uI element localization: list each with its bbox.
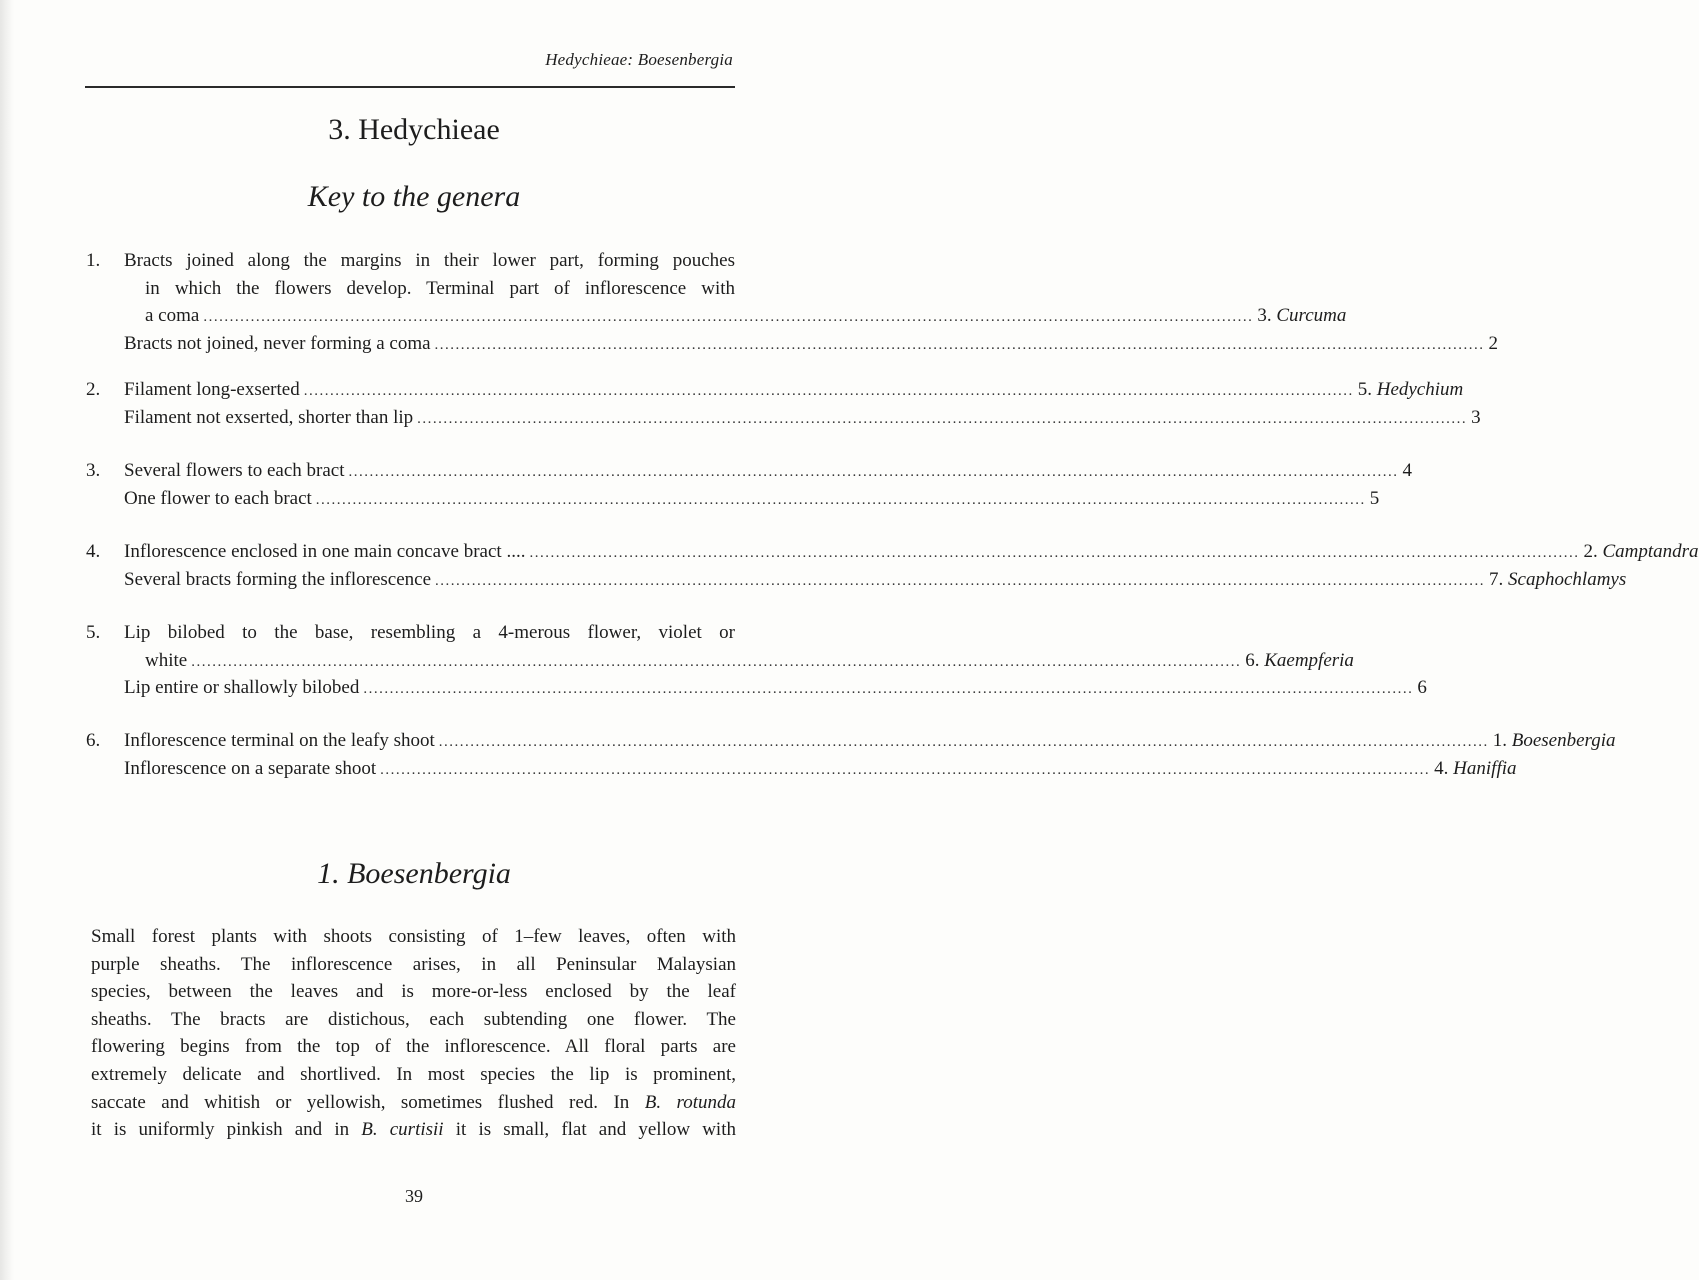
couplet-number: 2.	[86, 379, 101, 400]
paragraph-line	[91, 1033, 736, 1060]
lead-destination	[1434, 755, 1516, 782]
destination-genus: Scaphochlamys	[1508, 568, 1627, 590]
lead-first	[124, 727, 1616, 754]
lead-text: Several bracts forming the inflorescence	[124, 568, 432, 590]
destination-number: 4	[1402, 460, 1413, 481]
destination-number: 6	[1417, 677, 1427, 698]
lead-destination	[1583, 538, 1698, 565]
paragraph-text: species, between the leaves and is more-or-less enclosed by the leaf	[91, 981, 736, 1003]
paragraph-text: sheaths. The bracts are distichous, each subtending one flower. The	[91, 1008, 736, 1030]
lead-second	[124, 566, 1627, 593]
destination-genus: Camptandra	[1602, 541, 1699, 562]
lead-text: Inflorescence terminal on the leafy shoot	[124, 730, 435, 751]
lead-first	[145, 302, 1347, 329]
paragraph-text: flowering begins from the top of the inflorescence. All floral parts are	[91, 1036, 736, 1058]
paragraph-text: purple sheaths. The inflorescence arises, in all Peninsular Malaysian	[91, 953, 736, 975]
dot-leader: ........................................................................................................................................................................................................	[417, 410, 1468, 427]
lead-first	[124, 538, 1699, 565]
destination-number: 6.	[1245, 649, 1260, 671]
dot-leader: ........................................................................................................................................................................................................	[303, 383, 1354, 399]
genus-title: 1. Boesenbergia	[317, 857, 511, 890]
destination-number: 3.	[1257, 305, 1272, 326]
lead-text: Filament long-exserted	[124, 379, 300, 400]
lead-text: Bracts not joined, never forming a coma	[124, 332, 431, 354]
dot-leader: ........................................................................................................................................................................................................	[529, 545, 1580, 561]
key-title: Key to the genera	[307, 180, 521, 213]
destination-number: 4.	[1434, 757, 1449, 779]
lead-destination	[1417, 674, 1427, 701]
lead-destination	[1403, 457, 1413, 484]
couplet-number: 4.	[86, 541, 101, 562]
lead-destination	[1257, 302, 1346, 329]
lead-first	[124, 457, 1413, 484]
destination-genus: Hedychium	[1376, 379, 1464, 400]
lead-text: white	[145, 649, 188, 671]
destination-number: 1.	[1492, 730, 1507, 751]
dot-leader: ........................................................................................................................................................................................................	[363, 681, 1414, 697]
couplet-number: 6.	[86, 730, 101, 751]
destination-genus: Boesenbergia	[1511, 730, 1616, 751]
paragraph-line	[91, 1061, 736, 1088]
paragraph-line	[91, 951, 736, 978]
lead-first	[145, 647, 1354, 674]
running-head: Hedychieae: Boesenbergia	[545, 50, 733, 69]
lead-text: Several flowers to each bract	[124, 460, 345, 481]
dot-leader: ........................................................................................................................................................................................................	[191, 653, 1242, 670]
lead-second	[124, 485, 1380, 512]
paragraph-line	[91, 1089, 736, 1116]
lead-destination	[1471, 404, 1481, 431]
lead-text: Inflorescence enclosed in one main concave bract ....	[124, 541, 526, 562]
dot-leader: ........................................................................................................................................................................................................	[435, 572, 1486, 589]
paragraph-text: extremely delicate and shortlived. In most species the lip is prominent,	[91, 1064, 736, 1085]
destination-number: 5	[1369, 487, 1380, 509]
lead-destination	[1493, 727, 1616, 754]
destination-number: 5.	[1357, 379, 1372, 400]
destination-genus: Kaempferia	[1264, 649, 1354, 671]
paragraph-text: saccate and whitish or yellowish, sometimes flushed red. In	[91, 1091, 645, 1113]
lead-second	[124, 330, 1499, 357]
lead-destination	[1370, 485, 1380, 512]
dot-leader: ........................................................................................................................................................................................................	[438, 734, 1489, 750]
lead-text: Lip entire or shallowly bilobed	[124, 677, 360, 698]
species-name: B. curtisii	[361, 1119, 444, 1141]
dot-leader: ........................................................................................................................................................................................................	[348, 464, 1399, 480]
paragraph-text: Small forest plants with shoots consisting of 1–few leaves, often with	[91, 926, 736, 947]
lead-first	[124, 376, 1464, 403]
destination-genus: Curcuma	[1276, 305, 1347, 326]
dot-leader: ........................................................................................................................................................................................................	[434, 336, 1485, 353]
couplet-number: 5.	[86, 622, 101, 643]
destination-number: 2	[1488, 332, 1499, 354]
couplet-number: 3.	[86, 460, 101, 481]
lead-second	[124, 404, 1481, 431]
lead-text-line: in which the flowers develop. Terminal part of inflorescence with	[145, 277, 735, 299]
dot-leader: ........................................................................................................................................................................................................	[203, 309, 1254, 325]
paragraph-text: it is uniformly pinkish and in	[91, 1119, 362, 1141]
lead-destination	[1358, 376, 1464, 403]
couplet-number: 1.	[86, 250, 101, 271]
species-name: B. rotunda	[644, 1091, 736, 1113]
lead-text-line: Bracts joined along the margins in their lower part, forming pouches	[124, 250, 735, 271]
chapter-title: 3. Hedychieae	[328, 113, 500, 146]
lead-text: Filament not exserted, shorter than lip	[124, 406, 414, 428]
lead-text: Inflorescence on a separate shoot	[124, 757, 377, 779]
header-rule	[85, 86, 735, 88]
lead-destination	[1489, 330, 1499, 357]
destination-genus: Haniffia	[1453, 757, 1517, 779]
lead-second	[124, 755, 1517, 782]
paragraph-line	[91, 1116, 736, 1143]
destination-number: 7.	[1489, 568, 1504, 590]
lead-text: a coma	[145, 305, 200, 326]
destination-number: 2.	[1583, 541, 1598, 562]
lead-second	[124, 674, 1427, 701]
lead-text: One flower to each bract	[124, 487, 312, 509]
paragraph-line	[91, 978, 736, 1005]
page-number: 39	[405, 1186, 423, 1206]
dot-leader: ........................................................................................................................................................................................................	[315, 491, 1366, 508]
dot-leader: ........................................................................................................................................................................................................	[380, 761, 1431, 778]
destination-number: 3	[1471, 406, 1481, 428]
lead-destination	[1245, 647, 1354, 674]
paragraph-line	[91, 1006, 736, 1033]
paragraph-line	[91, 923, 736, 950]
lead-destination	[1489, 566, 1626, 593]
lead-text-line: Lip bilobed to the base, resembling a 4-merous flower, violet or	[124, 622, 735, 643]
paragraph-text: it is small, flat and yellow with	[443, 1119, 736, 1141]
